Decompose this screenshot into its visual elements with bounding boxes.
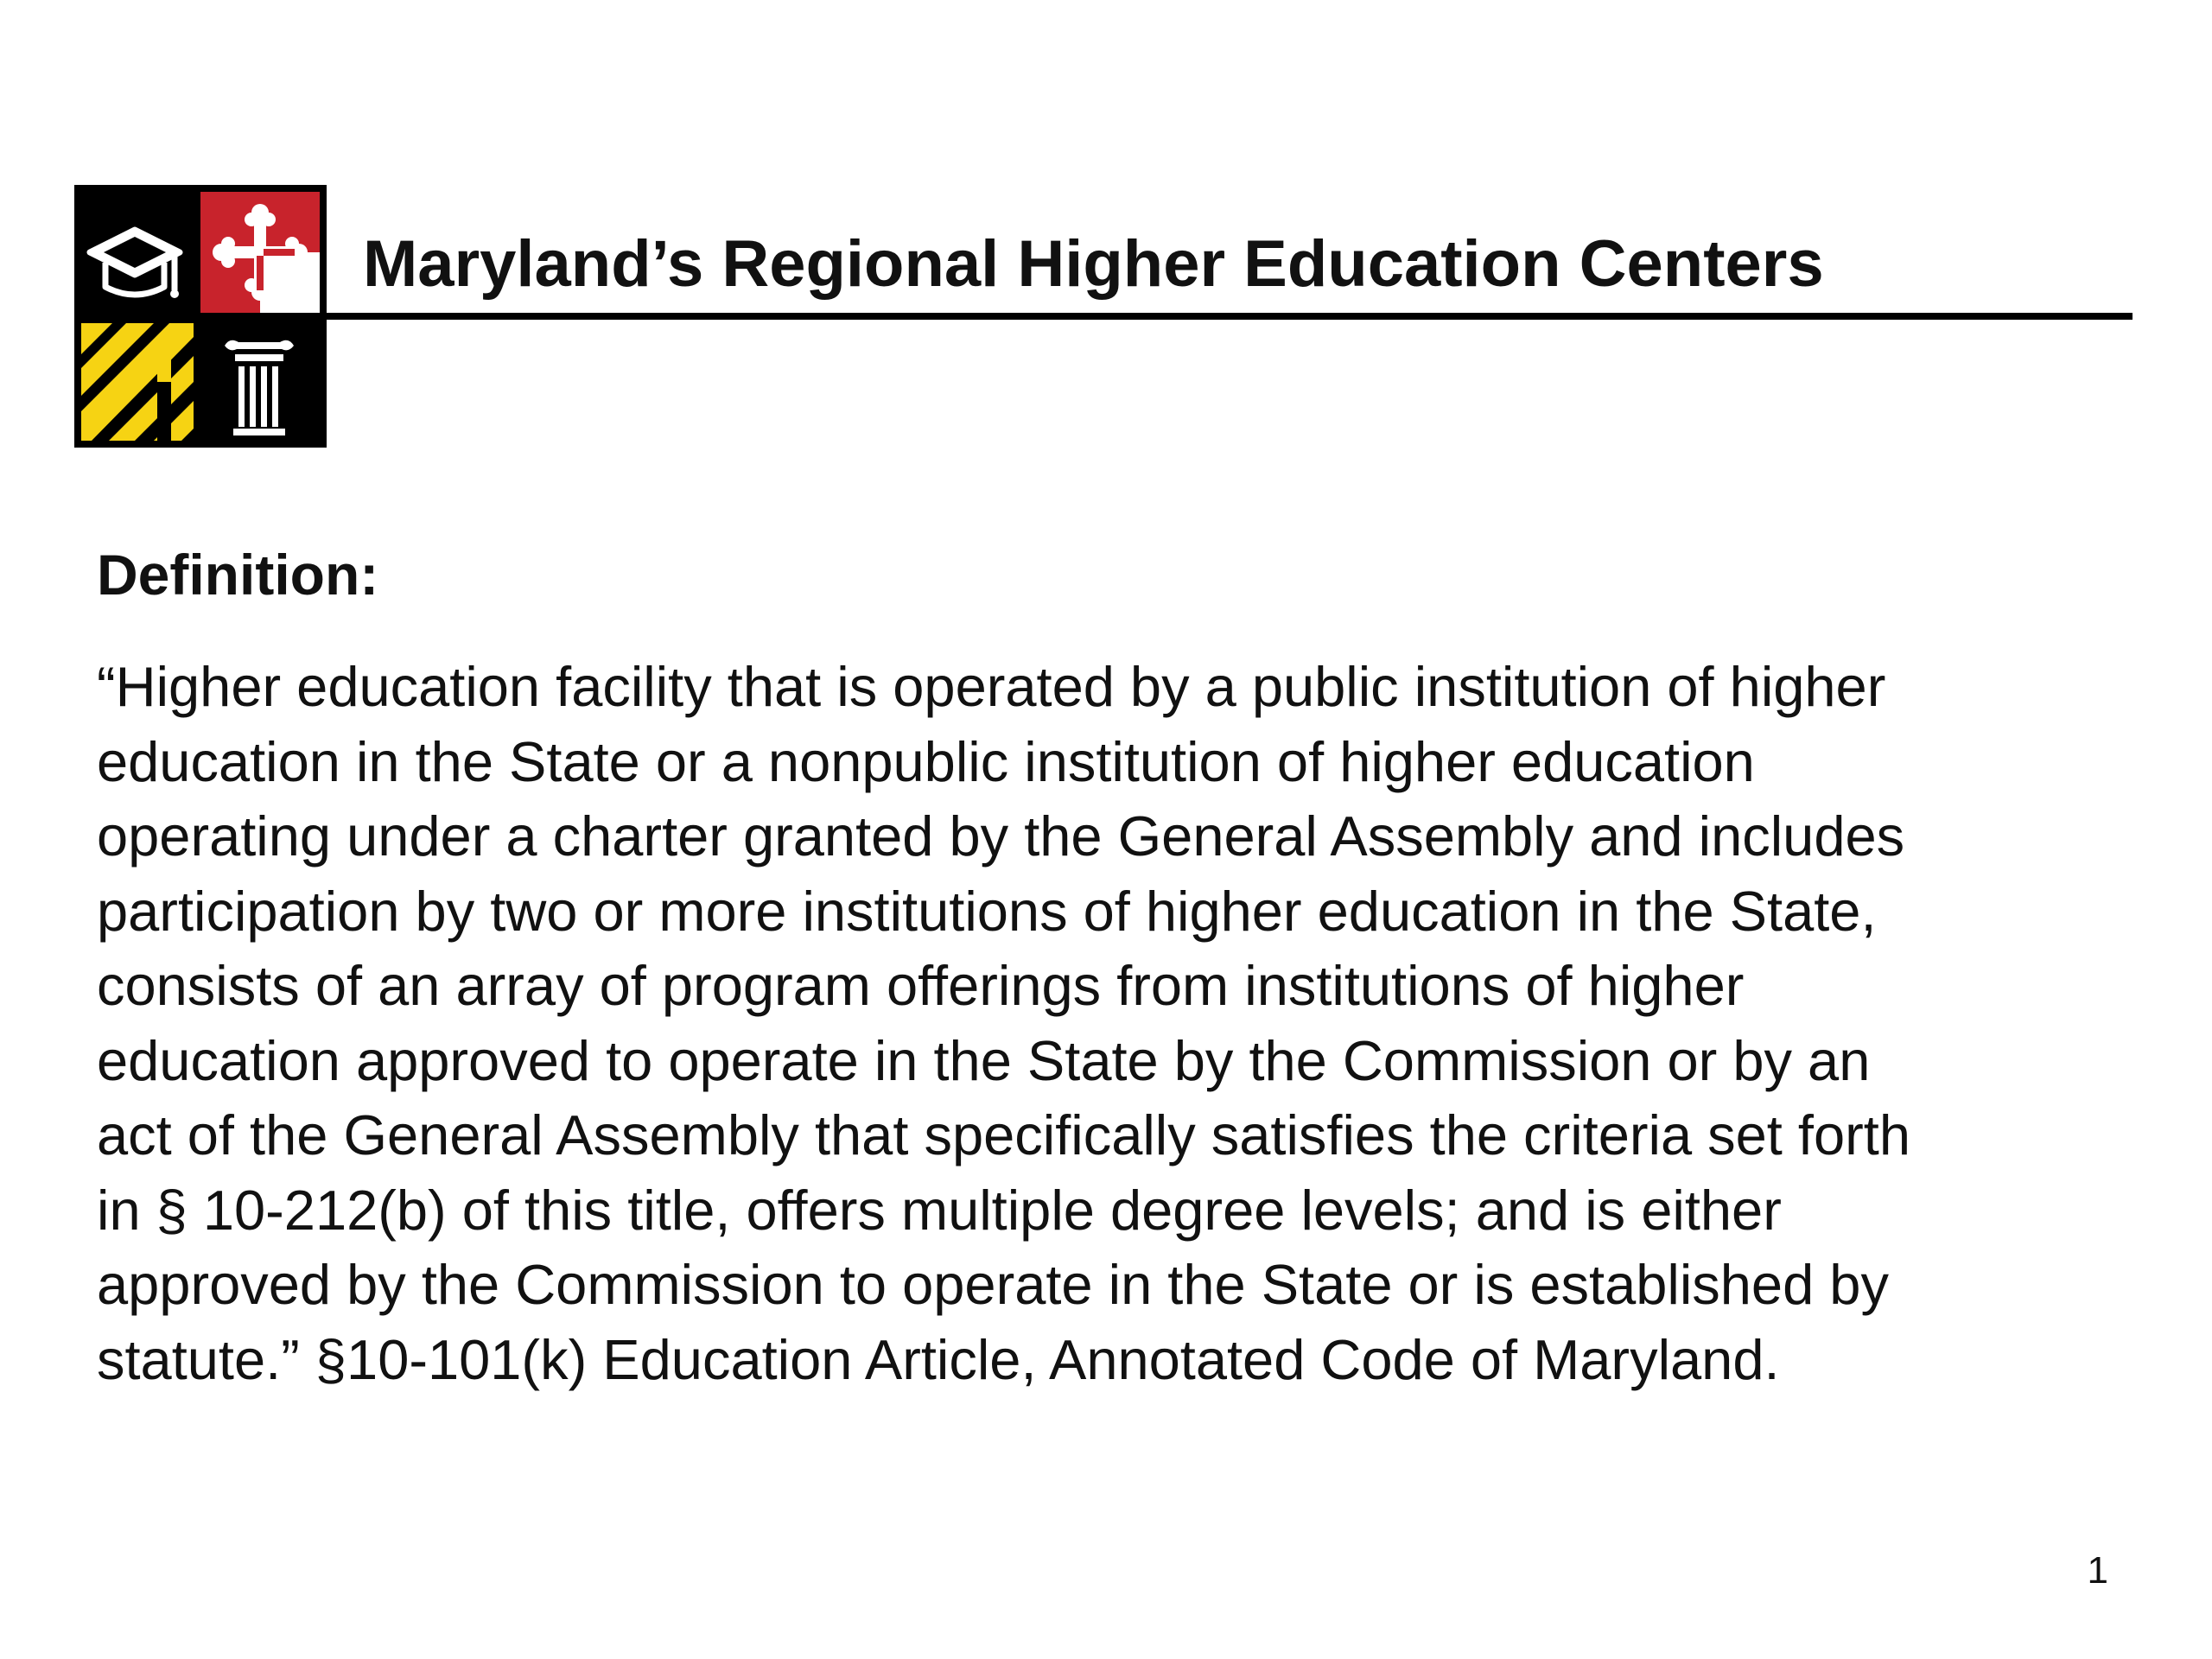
definition-line: approved by the Commission to operate in the State or is established by — [97, 1253, 1889, 1316]
maryland-centers-logo — [74, 185, 327, 448]
checkered-pattern — [81, 320, 199, 441]
definition-line: education in the State or a nonpublic institution of higher education — [97, 729, 1755, 793]
definition-line: consists of an array of program offerings from institutions of higher — [97, 954, 1745, 1017]
definition-line: statute.” §10-101(k) Education Article, Annotated Code of Maryland. — [97, 1327, 1780, 1391]
definition-line: participation by two or more institutions of higher education in the State, — [97, 879, 1877, 943]
definition-paragraph — [97, 650, 2171, 1397]
page-number: 1 — [2087, 1549, 2108, 1592]
definition-line: operating under a charter granted by the General Assembly and includes — [97, 804, 1905, 868]
cross-bottony-icon — [200, 192, 320, 313]
definition-heading: Definition: — [97, 543, 379, 607]
definition-line: education approved to operate in the State by the Commission or by an — [97, 1028, 1871, 1092]
title-underline — [327, 313, 2133, 320]
definition-line: act of the General Assembly that specifically satisfies the criteria set forth — [97, 1103, 1910, 1166]
slide-title: Maryland’s Regional Higher Education Centers — [363, 227, 1824, 301]
definition-line: in § 10-212(b) of this title, offers multiple degree levels; and is either — [97, 1178, 1782, 1242]
definition-line: “Higher education facility that is operated by a public institution of higher — [97, 655, 1886, 718]
